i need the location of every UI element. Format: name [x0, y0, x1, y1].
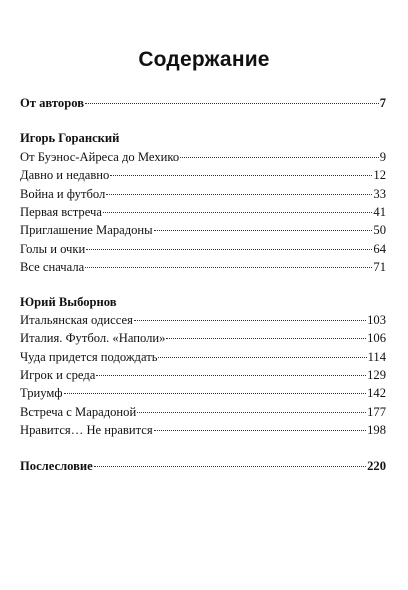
dot-leader — [110, 175, 372, 176]
toc-entry — [20, 240, 386, 258]
toc-entry-page: 33 — [373, 186, 386, 201]
toc-entry — [20, 203, 386, 221]
toc-entry-page: 142 — [367, 386, 386, 401]
dot-leader — [137, 412, 366, 413]
toc-entry — [20, 348, 386, 366]
toc-entry-outro — [20, 457, 386, 475]
toc-entry-page: 41 — [373, 204, 386, 219]
dot-leader — [64, 393, 367, 394]
toc-entry — [20, 166, 386, 184]
toc-entry-page: 106 — [367, 331, 386, 346]
toc-entry-label: От Буэнос-Айреса до Мехико — [20, 149, 180, 164]
toc-entry — [20, 221, 386, 239]
toc-entry-page: 64 — [373, 241, 386, 256]
dot-leader — [86, 249, 372, 250]
toc-entry-page: 50 — [373, 223, 386, 238]
toc-entry — [20, 185, 386, 203]
toc-entry-page: 103 — [367, 312, 386, 327]
toc-entry-label: Все сначала — [20, 260, 85, 275]
toc-entry — [20, 403, 386, 421]
toc-entry-page: 220 — [367, 458, 386, 473]
dot-leader — [154, 430, 366, 431]
toc-entry — [20, 384, 386, 402]
toc-entry — [20, 258, 386, 276]
toc-entry-label: Первая встреча — [20, 204, 102, 219]
toc-entry-label: Итальянская одиссея — [20, 312, 133, 327]
dot-leader — [106, 194, 372, 195]
toc-entry-label: От авторов — [20, 96, 85, 110]
toc-entry-page: 71 — [373, 260, 386, 275]
toc-entry-label: Встреча с Марадоной — [20, 404, 137, 419]
toc-entry-label: Война и футбол — [20, 186, 106, 201]
toc-entry-page: 198 — [367, 423, 386, 438]
toc-entry — [20, 421, 386, 439]
toc-entry-page: 7 — [379, 96, 386, 110]
toc-entry — [20, 311, 386, 329]
toc-entry-page: 114 — [367, 349, 386, 364]
toc-entry-label: Игрок и среда — [20, 368, 96, 383]
dot-leader — [180, 157, 379, 158]
section-author-2: Юрий Выборнов — [20, 294, 117, 309]
toc-entry-page: 177 — [367, 404, 386, 419]
page-title: Содержание — [138, 48, 270, 71]
dot-leader — [158, 357, 366, 358]
dot-leader — [103, 212, 372, 213]
toc-entry — [20, 366, 386, 384]
toc-entry-label: Триумф — [20, 386, 63, 401]
toc-entry-page: 129 — [367, 368, 386, 383]
toc-entry-page: 9 — [379, 149, 386, 164]
toc-entry-label: Голы и очки — [20, 241, 86, 256]
toc-entry-intro — [20, 94, 386, 112]
table-of-contents — [20, 94, 386, 475]
toc-entry — [20, 329, 386, 347]
dot-leader — [94, 466, 366, 467]
toc-entry-label: Давно и недавно — [20, 168, 110, 183]
dot-leader — [166, 338, 366, 339]
toc-entry-label: Нравится… Не нравится — [20, 423, 153, 438]
toc-entry-label: Приглашение Марадоны — [20, 223, 153, 238]
toc-entry-page: 12 — [373, 168, 386, 183]
section-author-1: Игорь Горанский — [20, 131, 120, 146]
dot-leader — [85, 103, 379, 104]
toc-entry-label: Чуда придется подождать — [20, 349, 158, 364]
dot-leader — [134, 320, 366, 321]
dot-leader — [85, 267, 372, 268]
dot-leader — [154, 230, 373, 231]
toc-entry-label: Послесловие — [20, 458, 93, 473]
toc-entry — [20, 148, 386, 166]
toc-entry-label: Италия. Футбол. «Наполи» — [20, 331, 166, 346]
dot-leader — [96, 375, 366, 376]
